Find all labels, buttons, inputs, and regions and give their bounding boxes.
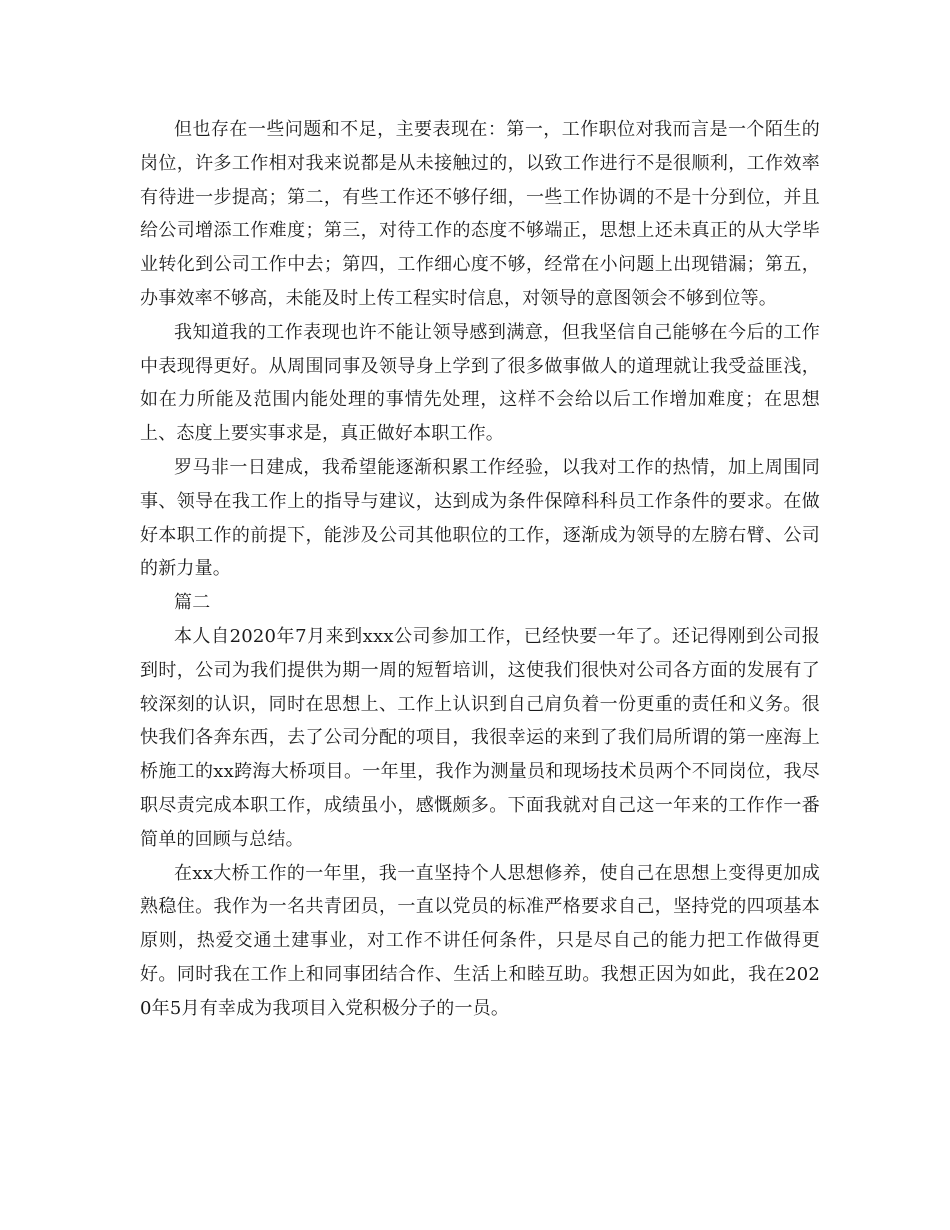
paragraph-introduction: 本人自2020年7月来到xxx公司参加工作，已经快要一年了。还记得刚到公司报到时，公司为我们提供为期一周的短暂培训，这使我们很快对公司各方面的发展有了较深刻的认识，同时在思想上、工作上认识到自己肩负着一份更重的责任和义务。很快我们各奔东西，去了公司分配的项目，我很幸运的来到了我们局所谓的第一座海上桥施工的xx跨海大桥项目。一年里，我作为测量员和现场技术员两个不同岗位，我尽职尽责完成本职工作，成绩虽小，感慨颇多。下面我就对自己这一年来的工作作一番简单的回顾与总结。 — [140, 625, 820, 850]
paragraph-ideology: 在xx大桥工作的一年里，我一直坚持个人思想修养，使自己在思想上变得更加成熟稳住。我作为一名共青团员，一直以党员的标准严格要求自己，坚持党的四项基本原则，热爱交通土建事业，对工作不讲任何条件，只是尽自己的能力把工作做得更好。同时我在工作上和同事团结合作、生活上和睦互助。我想正因为如此，我在2020年5月有幸成为我项目入党积极分子的一员。 — [140, 862, 820, 1019]
paragraph-confidence: 我知道我的工作表现也许不能让领导感到满意，但我坚信自己能够在今后的工作中表现得更好。从周围同事及领导身上学到了很多做事做人的道理就让我受益匪浅，如在力所能及范围内能处理的事情先处理，这样不会给以后工作增加难度；在思想上、态度上要实事求是，真正做好本职工作。 — [140, 321, 820, 445]
section-heading: 篇二 — [174, 592, 211, 614]
paragraph-goals: 罗马非一日建成，我希望能逐渐积累工作经验，以我对工作的热情，加上周围同事、领导在我工作上的指导与建议，达到成为条件保障科科员工作条件的要求。在做好本职工作的前提下，能涉及公司其他职位的工作，逐渐成为领导的左膀右臂、公司的新力量。 — [140, 456, 820, 580]
paragraph-problems: 但也存在一些问题和不足，主要表现在：第一，工作职位对我而言是一个陌生的岗位，许多工作相对我来说都是从未接触过的，以致工作进行不是很顺利，工作效率有待进一步提高；第二，有些工作还不够仔细，一些工作协调的不是十分到位，并且给公司增添工作难度；第三，对待工作的态度不够端正，思想上还未真正的从大学毕业转化到公司工作中去；第四，工作细心度不够，经常在小问题上出现错漏；第五，办事效率不够高，未能及时上传工程实时信息，对领导的意图领会不够到位等。 — [140, 119, 820, 309]
